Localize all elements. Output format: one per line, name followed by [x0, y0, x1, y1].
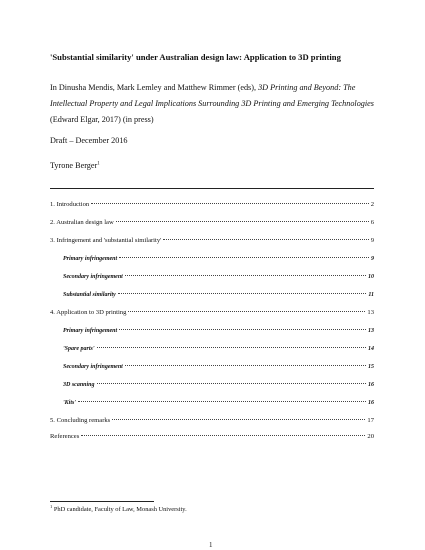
- toc-entry-label: Secondary infringement: [63, 274, 123, 280]
- toc-entry[interactable]: [50, 214, 374, 232]
- toc-leader-dots: [112, 419, 365, 420]
- toc-leader-dots: [119, 257, 369, 258]
- toc-entry-label: Primary infringement: [63, 256, 118, 262]
- toc-subentry[interactable]: [50, 394, 374, 412]
- toc-subentry[interactable]: [50, 286, 374, 304]
- document-title: 'Substantial similarity' under Australian design law: Application to 3D printing: [50, 52, 341, 62]
- toc-leader-dots: [91, 203, 369, 204]
- toc-entry-label: 'Spare parts': [63, 346, 95, 352]
- toc-entry-page: 2: [370, 201, 374, 208]
- toc-entry-page: 17: [367, 417, 374, 424]
- toc-leader-dots: [125, 365, 366, 366]
- toc-entry-page: 16: [368, 400, 374, 406]
- toc-leader-dots: [118, 293, 366, 294]
- toc-entry[interactable]: [50, 232, 374, 250]
- toc-entry-page: 13: [367, 309, 374, 316]
- toc-entry-page: 20: [367, 433, 374, 440]
- toc-entry[interactable]: [50, 430, 374, 444]
- toc-subentry[interactable]: [50, 376, 374, 394]
- page-number: 1: [209, 541, 213, 549]
- footnote-rule: [50, 501, 154, 502]
- toc-entry[interactable]: [50, 196, 374, 214]
- footnote: [50, 504, 187, 513]
- toc-subentry[interactable]: [50, 322, 374, 340]
- toc-entry-label: 'Kits': [63, 400, 77, 406]
- toc-entry-label: Primary infringement: [63, 328, 118, 334]
- toc-subentry[interactable]: [50, 268, 374, 286]
- toc-entry-page: 6: [370, 219, 374, 226]
- toc-entry-label: Secondary infringement: [63, 364, 123, 370]
- toc-top-rule: [50, 188, 374, 189]
- citation-suffix: (Edward Elgar, 2017) (in press): [50, 115, 154, 124]
- citation: [50, 80, 380, 128]
- author-name: Tyrone Berger: [50, 161, 98, 170]
- author-line: [50, 161, 100, 170]
- author-footnote-marker: 1: [97, 161, 100, 167]
- footnote-marker: 1: [50, 504, 53, 509]
- toc-subentry[interactable]: [50, 250, 374, 268]
- toc-entry-label: References: [50, 433, 80, 440]
- footnote-text: PhD candidate, Faculty of Law, Monash University.: [52, 506, 187, 514]
- citation-prefix: In Dinusha Mendis, Mark Lemley and Matthew Rimmer (eds),: [50, 83, 259, 92]
- toc-leader-dots: [97, 383, 366, 384]
- draft-date: Draft – December 2016: [50, 136, 128, 145]
- toc-leader-dots: [125, 275, 366, 276]
- toc-entry-label: 2. Australian design law: [50, 219, 114, 226]
- toc-leader-dots: [81, 435, 365, 436]
- toc-entry-page: 16: [368, 382, 374, 388]
- citation-book-title: 3D Printing and Beyond: The Intellectual Property and Legal Implications Surrounding 3D Printing and Emerging Technologies: [50, 83, 374, 108]
- toc-entry[interactable]: [50, 412, 374, 430]
- toc-entry-page: 10: [368, 274, 374, 280]
- toc-entry-label: 1. Introduction: [50, 201, 90, 208]
- toc-entry-page: 9: [371, 256, 374, 262]
- toc-entry-page: 9: [370, 237, 374, 244]
- toc-leader-dots: [128, 311, 365, 312]
- toc-entry-page: 15: [368, 364, 374, 370]
- toc-entry-label: 3D scanning: [63, 382, 95, 388]
- toc-entry-label: Substantial similarity: [63, 292, 116, 298]
- table-of-contents: [50, 196, 374, 444]
- toc-entry[interactable]: [50, 304, 374, 322]
- toc-entry-page: 13: [368, 328, 374, 334]
- toc-leader-dots: [97, 347, 366, 348]
- toc-entry-page: 11: [368, 292, 374, 298]
- toc-entry-label: 5. Concluding remarks: [50, 417, 111, 424]
- toc-leader-dots: [116, 221, 369, 222]
- toc-leader-dots: [78, 401, 366, 402]
- toc-entry-page: 14: [368, 346, 374, 352]
- toc-subentry[interactable]: [50, 340, 374, 358]
- toc-entry-label: 3. Infringement and 'substantial similarity': [50, 237, 162, 244]
- toc-leader-dots: [163, 239, 368, 240]
- toc-subentry[interactable]: [50, 358, 374, 376]
- toc-entry-label: 4. Application to 3D printing: [50, 309, 127, 316]
- toc-leader-dots: [119, 329, 366, 330]
